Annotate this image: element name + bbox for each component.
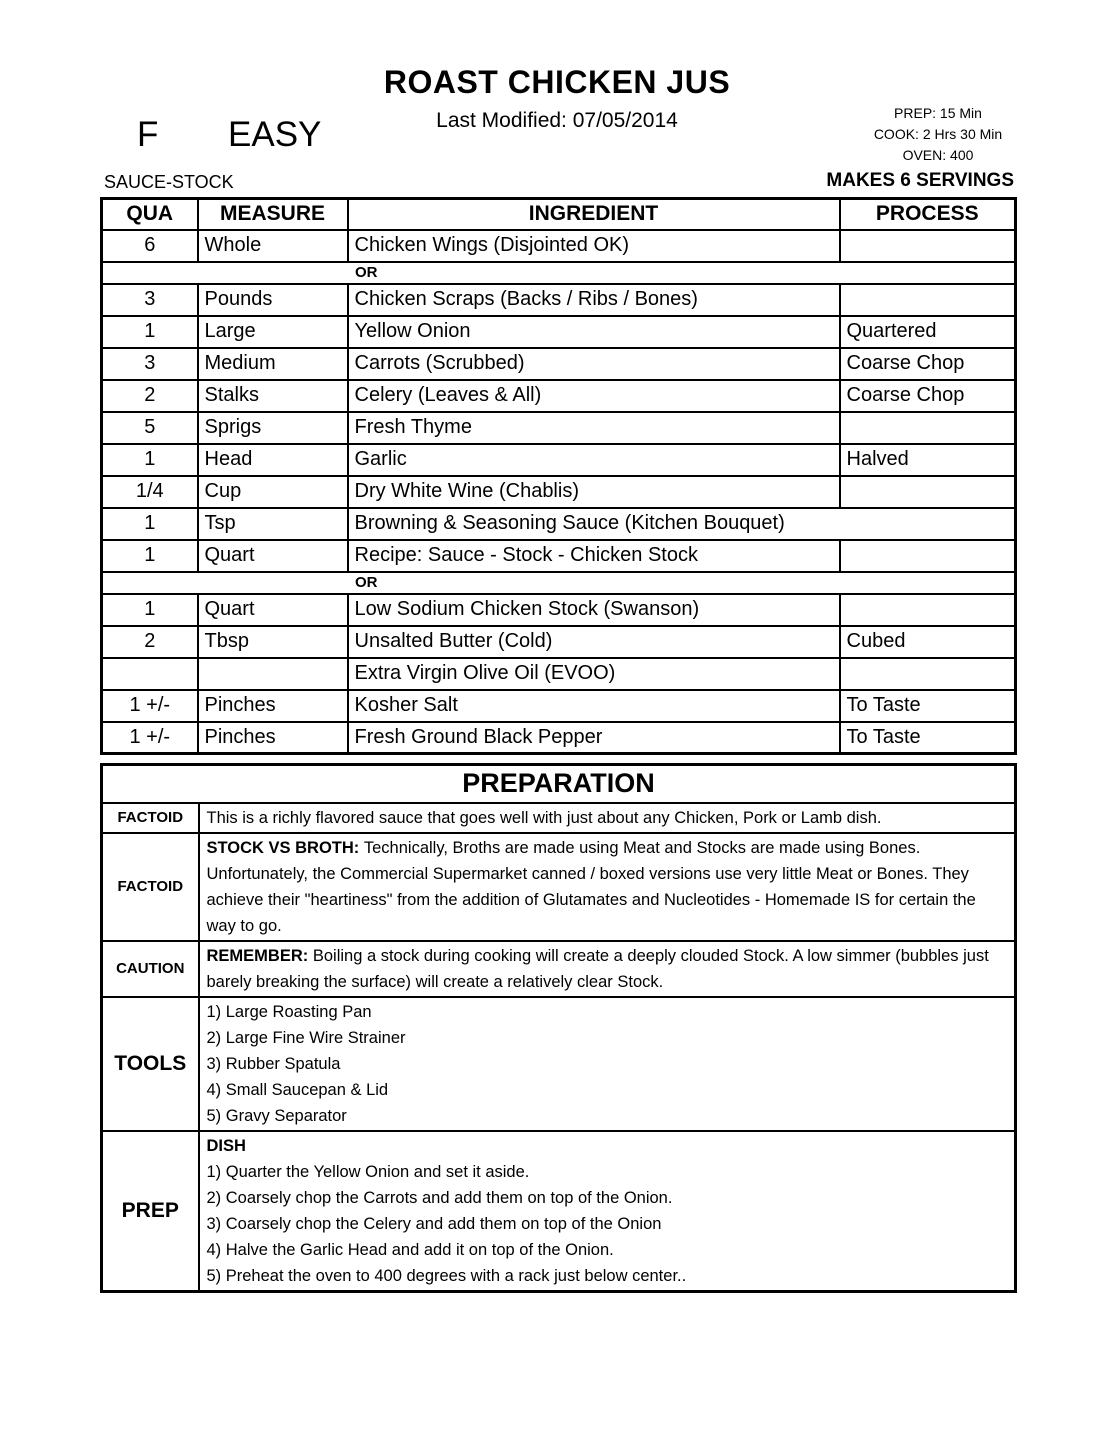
section-label: FACTOID bbox=[102, 833, 199, 941]
cell-process: To Taste bbox=[840, 690, 1016, 722]
cell-ingredient: Yellow Onion bbox=[348, 316, 840, 348]
section-content bbox=[199, 997, 1016, 1131]
cell-process: To Taste bbox=[840, 722, 1016, 754]
ingredient-row bbox=[102, 316, 1016, 348]
prep-row-caution bbox=[102, 941, 1016, 997]
cell-quantity: 2 bbox=[102, 380, 198, 412]
cell-measure: Head bbox=[198, 444, 348, 476]
content-line: 3) Rubber Spatula bbox=[206, 1054, 341, 1073]
cell-quantity: 3 bbox=[102, 348, 198, 380]
cell-measure: Quart bbox=[198, 540, 348, 572]
ingredient-row bbox=[102, 284, 1016, 316]
cell-measure: Large bbox=[198, 316, 348, 348]
cell-process bbox=[840, 230, 1016, 262]
ingredient-row bbox=[102, 348, 1016, 380]
oven-temp: OVEN: 400 bbox=[902, 147, 974, 163]
column-header-ingredient: INGREDIENT bbox=[348, 199, 840, 230]
column-header-process: PROCESS bbox=[840, 199, 1016, 230]
ingredients-header-row bbox=[102, 199, 1016, 230]
cell-measure: Tsp bbox=[198, 508, 348, 540]
ingredient-row bbox=[102, 594, 1016, 626]
ingredient-row bbox=[102, 508, 1016, 540]
cell-ingredient: Dry White Wine (Chablis) bbox=[348, 476, 840, 508]
cell-quantity: 1 bbox=[102, 540, 198, 572]
cook-time: COOK: 2 Hrs 30 Min bbox=[873, 126, 1003, 142]
content-line: 5) Preheat the oven to 400 degrees with a rack just below center.. bbox=[206, 1266, 687, 1285]
cell-process bbox=[840, 476, 1016, 508]
cell-quantity: 1 +/- bbox=[102, 722, 198, 754]
preparation-title: PREPARATION bbox=[102, 765, 1016, 803]
ingredient-row bbox=[102, 658, 1016, 690]
cell-measure: Pinches bbox=[198, 722, 348, 754]
ingredient-row bbox=[102, 444, 1016, 476]
ingredients-table bbox=[100, 197, 1017, 755]
cell-measure: Tbsp bbox=[198, 626, 348, 658]
cell-quantity: 3 bbox=[102, 284, 198, 316]
cell-ingredient: Low Sodium Chicken Stock (Swanson) bbox=[348, 594, 840, 626]
difficulty-label: EASY bbox=[228, 115, 322, 154]
cell-process: Quartered bbox=[840, 316, 1016, 348]
cell-ingredient: Chicken Scraps (Backs / Ribs / Bones) bbox=[348, 284, 840, 316]
cell-ingredient: Kosher Salt bbox=[348, 690, 840, 722]
cell-process bbox=[840, 412, 1016, 444]
cell-ingredient: Chicken Wings (Disjointed OK) bbox=[348, 230, 840, 262]
cell-process: Coarse Chop bbox=[840, 380, 1016, 412]
cell-quantity: 1 bbox=[102, 594, 198, 626]
ingredient-row bbox=[102, 626, 1016, 658]
ingredient-row bbox=[102, 722, 1016, 754]
ingredient-or-row bbox=[102, 572, 1016, 594]
cell-measure: Whole bbox=[198, 230, 348, 262]
ingredient-row bbox=[102, 476, 1016, 508]
preparation-title-row bbox=[102, 765, 1016, 803]
cell-quantity: 1/4 bbox=[102, 476, 198, 508]
prep-row-tools bbox=[102, 997, 1016, 1131]
section-content: REMEMBER: Boiling a stock during cooking will create a deeply clouded Stock. A low simmer (bubbles just barely breaking the surface) will create a relatively clear Stock. bbox=[199, 941, 1016, 997]
ingredient-row bbox=[102, 690, 1016, 722]
section-label: CAUTION bbox=[102, 941, 199, 997]
section-label: FACTOID bbox=[102, 803, 199, 833]
content-line: 1) Large Roasting Pan bbox=[206, 1002, 372, 1021]
prep-row-factoid bbox=[102, 803, 1016, 833]
cell-process: Coarse Chop bbox=[840, 348, 1016, 380]
cell-measure: Cup bbox=[198, 476, 348, 508]
section-content bbox=[199, 1131, 1016, 1292]
cell-process bbox=[840, 594, 1016, 626]
cell-ingredient: Garlic bbox=[348, 444, 840, 476]
cell-ingredient: Unsalted Butter (Cold) bbox=[348, 626, 840, 658]
cell-measure: Stalks bbox=[198, 380, 348, 412]
or-separator: OR bbox=[102, 572, 1016, 594]
ingredient-row bbox=[102, 380, 1016, 412]
ingredient-row bbox=[102, 412, 1016, 444]
last-modified-date: Last Modified: 07/05/2014 bbox=[436, 109, 678, 132]
content-line: 3) Coarsely chop the Celery and add them on top of the Onion bbox=[206, 1214, 662, 1233]
servings-label: MAKES 6 SERVINGS bbox=[826, 170, 1014, 191]
ingredient-row bbox=[102, 230, 1016, 262]
cell-measure: Quart bbox=[198, 594, 348, 626]
cell-measure bbox=[198, 658, 348, 690]
section-content: This is a richly flavored sauce that goes well with just about any Chicken, Pork or Lamb dish. bbox=[199, 803, 1016, 833]
column-header-qua: QUA bbox=[102, 199, 198, 230]
cell-ingredient: Extra Virgin Olive Oil (EVOO) bbox=[348, 658, 840, 690]
cell-quantity: 1 bbox=[102, 444, 198, 476]
prep-time: PREP: 15 Min bbox=[894, 105, 982, 121]
cell-quantity: 6 bbox=[102, 230, 198, 262]
cell-measure: Pounds bbox=[198, 284, 348, 316]
content-line: 4) Small Saucepan & Lid bbox=[206, 1080, 389, 1099]
cell-quantity: 2 bbox=[102, 626, 198, 658]
preparation-table bbox=[100, 763, 1017, 1293]
page-title: ROAST CHICKEN JUS bbox=[383, 64, 731, 100]
cell-quantity bbox=[102, 658, 198, 690]
time-info-block bbox=[843, 103, 1033, 166]
column-header-measure: MEASURE bbox=[198, 199, 348, 230]
cell-ingredient: Celery (Leaves & All) bbox=[348, 380, 840, 412]
recipe-code: F bbox=[137, 115, 159, 154]
prep-row-prep bbox=[102, 1131, 1016, 1292]
cell-process: Cubed bbox=[840, 626, 1016, 658]
content-line: 5) Gravy Separator bbox=[206, 1106, 347, 1125]
cell-measure: Pinches bbox=[198, 690, 348, 722]
prep-row-factoid bbox=[102, 833, 1016, 941]
cell-ingredient: Carrots (Scrubbed) bbox=[348, 348, 840, 380]
cell-measure: Medium bbox=[198, 348, 348, 380]
cell-measure: Sprigs bbox=[198, 412, 348, 444]
category-label: SAUCE-STOCK bbox=[104, 172, 234, 192]
content-lead: STOCK VS BROTH: bbox=[206, 838, 364, 857]
cell-process bbox=[840, 540, 1016, 572]
cell-quantity: 1 bbox=[102, 508, 198, 540]
cell-quantity: 5 bbox=[102, 412, 198, 444]
content-heading: DISH bbox=[206, 1136, 246, 1155]
cell-process bbox=[840, 284, 1016, 316]
cell-ingredient: Browning & Seasoning Sauce (Kitchen Bouquet) bbox=[348, 508, 1016, 540]
content-lead: REMEMBER: bbox=[206, 946, 313, 965]
section-content: STOCK VS BROTH: Technically, Broths are made using Meat and Stocks are made using Bones. Unfortunately, the Commercial Supermarket canned / boxed versions use very little Meat or Bones. They achieve their "heartiness" from the addition of Glutamates and Nucleotides - Homemade IS for certain the way to go. bbox=[199, 833, 1016, 941]
section-label: PREP bbox=[102, 1131, 199, 1292]
content-line: 1) Quarter the Yellow Onion and set it aside. bbox=[206, 1162, 530, 1181]
content-line: 4) Halve the Garlic Head and add it on top of the Onion. bbox=[206, 1240, 614, 1259]
cell-quantity: 1 bbox=[102, 316, 198, 348]
ingredient-or-row bbox=[102, 262, 1016, 284]
or-separator: OR bbox=[102, 262, 1016, 284]
cell-quantity: 1 +/- bbox=[102, 690, 198, 722]
content-line: 2) Large Fine Wire Strainer bbox=[206, 1028, 406, 1047]
section-label: TOOLS bbox=[102, 997, 199, 1131]
cell-ingredient: Fresh Thyme bbox=[348, 412, 840, 444]
cell-ingredient: Fresh Ground Black Pepper bbox=[348, 722, 840, 754]
ingredient-row bbox=[102, 540, 1016, 572]
cell-ingredient: Recipe: Sauce - Stock - Chicken Stock bbox=[348, 540, 840, 572]
cell-process bbox=[840, 658, 1016, 690]
cell-process: Halved bbox=[840, 444, 1016, 476]
content-line: 2) Coarsely chop the Carrots and add them on top of the Onion. bbox=[206, 1188, 673, 1207]
